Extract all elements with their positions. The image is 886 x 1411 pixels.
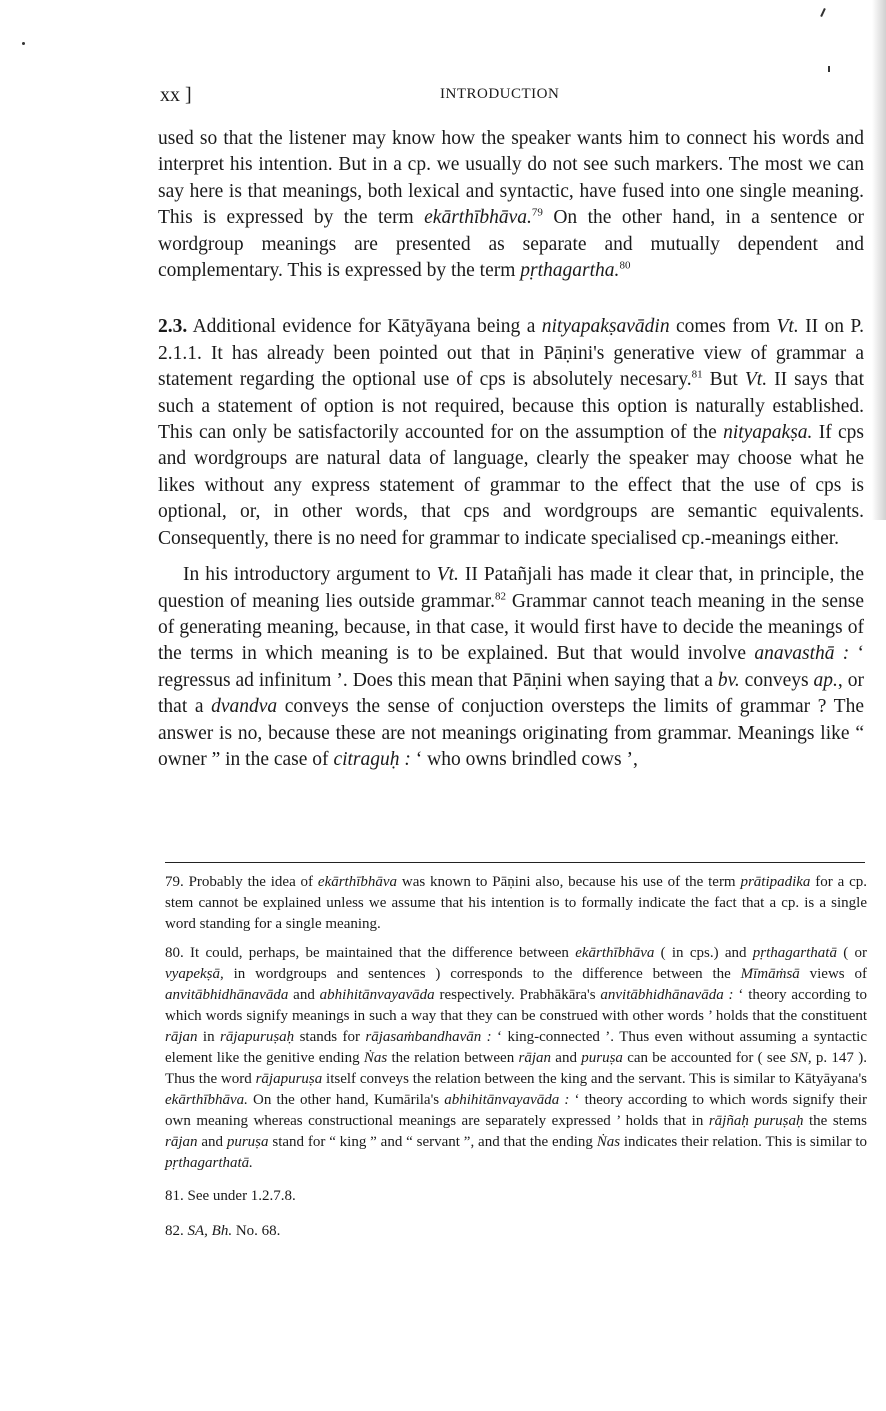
- text-run: ( in cps.) and: [654, 945, 753, 961]
- italic-term: rājan: [518, 1050, 551, 1066]
- text-run: It could, perhaps, be maintained that the difference between: [183, 945, 576, 961]
- italic-term: rājan: [165, 1134, 198, 1150]
- footnote-ref: 80: [619, 259, 631, 272]
- footnote-number: 82.: [165, 1223, 184, 1239]
- text-run: ‘ regressus ad infinitum ’. Does this mean that Pāṇini when saying that a: [158, 643, 864, 691]
- text-run: and: [197, 1134, 227, 1150]
- text-run: comes from: [669, 316, 777, 338]
- page-number: xx ]: [160, 84, 192, 106]
- text-run: ( or: [836, 945, 867, 961]
- italic-term: Vt.: [744, 369, 768, 391]
- text-run: On the other hand, Kumārila's: [247, 1092, 445, 1108]
- text-run: , in wordgroups and sentences ) corresponds to the difference between the: [219, 966, 741, 982]
- footnote-number: 80.: [165, 945, 184, 961]
- italic-term: nityapakṣa.: [723, 422, 813, 444]
- text-run: respectively. Prabhākāra's: [434, 987, 601, 1003]
- text-run: stand for “ king ” and “ servant ”, and that the ending: [268, 1134, 597, 1150]
- footnote-number: 81.: [165, 1188, 184, 1204]
- text-run: Probably the idea of: [183, 874, 318, 890]
- italic-term: Mīmāṁsā: [740, 966, 800, 982]
- italic-term: rājasaṁbandhavān :: [365, 1029, 492, 1045]
- italic-term: Vt.: [776, 316, 799, 338]
- scan-edge-shadow: [872, 0, 886, 520]
- text-run: II on P. 2.1.1. It has already been pointed out that in Pāṇini's generative view of grammar a statement regarding the optional use of cps is absolutely necesary.: [158, 316, 864, 391]
- italic-term: citraguḥ :: [333, 748, 411, 770]
- footnote-ref: 82: [494, 590, 506, 602]
- section-number: 2.3.: [158, 316, 188, 338]
- text-run: and: [551, 1050, 582, 1066]
- italic-term: bv.: [717, 669, 740, 691]
- text-run: ‘ theory according to which words signify meanings in such a way that they can be construed with other words ’ holds that the constituent: [165, 987, 867, 1024]
- italic-term: anvitābhidhānavāda :: [600, 987, 734, 1003]
- footnote-80: [165, 943, 867, 1174]
- italic-term: Ṅas: [363, 1050, 388, 1066]
- paragraph: [158, 314, 864, 552]
- italic-term: ekārthībhāva.: [165, 1092, 248, 1108]
- text-run: But: [702, 369, 745, 391]
- italic-term: rājapuruṣa: [255, 1071, 323, 1087]
- italic-term: dvandva: [211, 696, 278, 718]
- italic-term: prātipadika: [740, 874, 811, 890]
- italic-term: pṛthagarthatā: [752, 945, 837, 961]
- text-run: II Patañjali has made it clear that, in principle, the question of meaning lies outside grammar.: [158, 564, 864, 612]
- text-run: ‘ king-connected ’. Thus even without assuming a syntactic element like the genitive ending: [165, 1029, 868, 1066]
- italic-term: nityapakṣavādin: [541, 316, 670, 338]
- text-run: in: [197, 1029, 220, 1045]
- italic-term: abhihitānvayavāda: [319, 987, 435, 1003]
- text-run: In his introductory argument to: [183, 564, 437, 586]
- italic-term: ap.: [813, 669, 838, 691]
- paragraph: [158, 562, 864, 773]
- main-text: [158, 126, 864, 773]
- text-run: conveys the sense of conjuction oversteps the limits of grammar ? The answer is no, because these are not meanings originating from grammar. Meanings like “ owner ” in the case of: [158, 696, 864, 770]
- italic-term: ekārthībhāva: [317, 874, 398, 890]
- scan-mark: [828, 66, 830, 72]
- italic-term: vyapekṣā: [165, 966, 220, 982]
- text-run: and: [288, 987, 320, 1003]
- italic-term: puruṣa: [226, 1134, 269, 1150]
- text-run: , p. 147 ). Thus the word: [165, 1050, 867, 1087]
- scan-mark: [820, 8, 826, 17]
- italic-term: rājan: [165, 1029, 198, 1045]
- running-title: INTRODUCTION: [440, 86, 560, 102]
- footnote-ref: 81: [691, 368, 703, 381]
- footnote-ref: 79: [531, 206, 543, 219]
- footnote-81: [165, 1186, 867, 1207]
- italic-term: ekārthībhāva: [575, 945, 655, 961]
- italic-term: pṛthagarthatā.: [165, 1155, 253, 1171]
- text-run: ‘ who owns brindled cows ’,: [410, 748, 638, 770]
- scan-mark: [22, 42, 25, 45]
- italic-term: ekārthībhāva.: [424, 207, 532, 229]
- italic-term: rājñaḥ puruṣaḥ: [708, 1113, 804, 1129]
- text-run: II says that such a statement of option is not required, because this option is naturally established. This can only be satisfactorily accounted for on the assumption of the: [158, 369, 864, 444]
- italic-term: rājapuruṣaḥ: [220, 1029, 295, 1045]
- page-header: [160, 82, 860, 112]
- italic-term: anavasthā :: [754, 643, 850, 665]
- paragraph: [158, 126, 864, 284]
- text-run: was known to Pāṇini also, because his use of the term: [397, 874, 741, 890]
- footnote-divider: [165, 862, 865, 863]
- text-run: for a cp. stem cannot be explained unless we assume that his intention is to formally indicate the fact that a cp. is a single word standing for a single meaning.: [165, 874, 867, 932]
- text-run: the relation between: [387, 1050, 519, 1066]
- text-run: the stems: [803, 1113, 867, 1129]
- footnote-79: [165, 872, 867, 935]
- italic-term: pṛthagartha.: [520, 260, 620, 282]
- text-run: See under 1.2.7.8.: [183, 1188, 296, 1204]
- footnote-82: [165, 1221, 867, 1242]
- text-run: Additional evidence for Kātyāyana being a: [187, 316, 542, 338]
- text-run: On the other hand, in a sentence or wordgroup meanings are presented as separate and mutually dependent and complementary. This is expressed by the term: [158, 207, 864, 282]
- text-run: , or that a: [158, 669, 864, 718]
- text-run: views of: [799, 966, 867, 982]
- text-run: No. 68.: [232, 1223, 281, 1239]
- italic-term: SA, Bh.: [187, 1223, 233, 1239]
- text-run: used so that the listener may know how the speaker wants him to connect his words and interpret his intention. But in a cp. we usually do not see such markers. The most we can say here is that meanings, both lexical and syntactic, have fused into one single meaning. This is expressed by the term: [158, 128, 864, 229]
- italic-term: Ṅas: [596, 1134, 621, 1150]
- text-run: If cps and wordgroups are natural data of language, clearly the speaker may choose what he likes without any express statement of grammar to the effect that the use of cps is optional, or, in other words, that cps and wordgroups are semantic equivalents. Consequently, there is no need for grammar to indicate specialised cp.-meanings either.: [158, 422, 864, 549]
- footnote-number: 79.: [165, 874, 184, 890]
- italic-term: puruṣa: [581, 1050, 623, 1066]
- text-run: ‘ theory according to which words signify their own meaning whereas constructional meanings are separately expressed ’ holds that in: [165, 1092, 867, 1129]
- italic-term: anvitābhidhānavāda: [165, 987, 289, 1003]
- text-run: indicates their relation. This is similar to: [620, 1134, 867, 1150]
- italic-term: SN: [790, 1050, 808, 1066]
- footnotes: [165, 872, 867, 1256]
- text-run: Grammar cannot teach meaning in the sense of generating meaning, because, in that case, it would first have to decide the meanings of the terms in which meaning is to be explained. But that would involve: [158, 590, 864, 665]
- italic-term: Vt.: [436, 564, 459, 586]
- italic-term: abhihitānvayavāda :: [444, 1092, 570, 1108]
- text-run: can be accounted for ( see: [622, 1050, 791, 1066]
- text-run: itself conveys the relation between the king and the servant. This is similar to Kātyāyana's: [322, 1071, 867, 1087]
- text-run: conveys: [739, 669, 814, 691]
- text-run: stands for: [294, 1029, 366, 1045]
